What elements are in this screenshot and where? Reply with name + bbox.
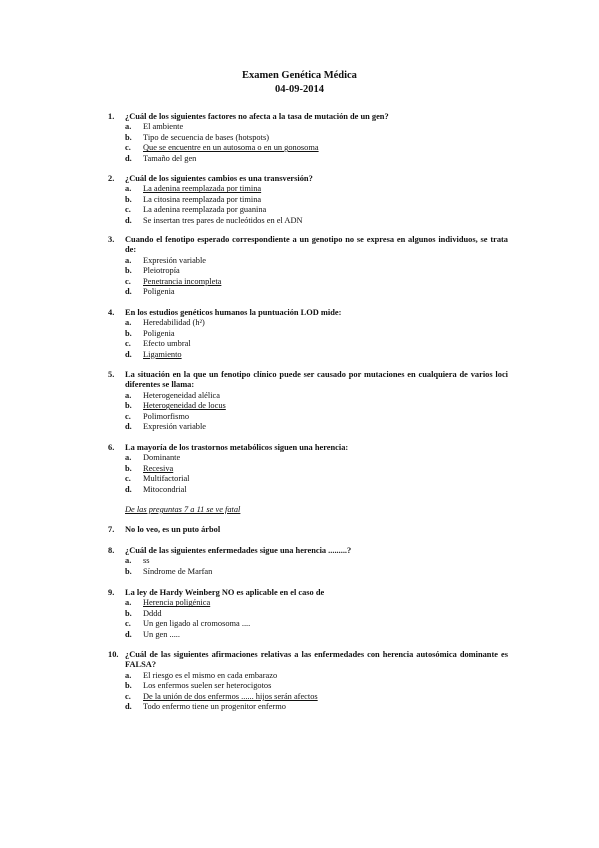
option-text: Los enfermos suelen ser heterocigotos — [143, 681, 272, 691]
answer-option — [125, 205, 508, 215]
answer-option — [125, 609, 508, 619]
option-text: Multifactorial — [143, 474, 190, 484]
option-text-marked-answer: De la unión de dos enfermos ...... hijos serán afectos — [143, 691, 318, 701]
option-letter: c. — [125, 691, 131, 701]
answer-option — [125, 422, 508, 432]
option-letter: b. — [125, 566, 132, 576]
answer-option — [125, 287, 508, 297]
answer-options — [125, 556, 508, 577]
question-stem: En los estudios genéticos humanos la puntuación LOD mide: — [125, 308, 342, 317]
answer-option — [125, 401, 508, 411]
option-letter: c. — [125, 339, 131, 349]
option-text: Poligenia — [143, 286, 175, 296]
option-text-marked-answer: Que se encuentre en un autosoma o en un gonosoma — [143, 143, 319, 153]
option-letter: c. — [125, 143, 131, 153]
option-text-marked-answer: Penetrancia incompleta — [143, 276, 222, 286]
option-text: El ambiente — [143, 122, 184, 132]
question-number: 5. — [108, 370, 115, 379]
option-text: Poligenia — [143, 328, 175, 338]
answer-options — [125, 256, 508, 298]
question-stem: No lo veo, es un puto árbol — [125, 525, 221, 534]
option-letter: d. — [125, 629, 132, 639]
option-letter: d. — [125, 421, 132, 431]
option-text: Dddd — [143, 608, 162, 618]
option-text: El riesgo es el mismo en cada embarazo — [143, 670, 278, 680]
option-letter: a. — [125, 122, 132, 132]
option-text: ss — [143, 556, 150, 566]
answer-option — [125, 154, 508, 164]
option-letter: b. — [125, 401, 132, 411]
option-text-marked-answer: Recesiva — [143, 463, 174, 473]
question-8 — [108, 546, 508, 577]
answer-options — [125, 391, 508, 433]
option-letter: d. — [125, 349, 132, 359]
answer-option — [125, 350, 508, 360]
option-letter: a. — [125, 390, 132, 400]
option-letter: b. — [125, 132, 132, 142]
question-1 — [108, 112, 508, 164]
answer-option — [125, 671, 508, 681]
question-2 — [108, 174, 508, 226]
answer-option — [125, 464, 508, 474]
option-letter: a. — [125, 598, 132, 608]
question-5 — [108, 370, 508, 432]
question-stem: ¿Cuál de los siguientes cambios es una transversión? — [125, 174, 313, 183]
answer-options — [125, 122, 508, 164]
answer-option — [125, 556, 508, 566]
option-text: Un gen ligado al cromosoma .... — [143, 619, 251, 629]
option-letter: d. — [125, 286, 132, 296]
question-7 — [108, 525, 508, 535]
answer-option — [125, 122, 508, 132]
option-text: Expresión variable — [143, 255, 207, 265]
option-letter: c. — [125, 276, 131, 286]
option-letter: b. — [125, 608, 132, 618]
question-number: 1. — [108, 112, 115, 121]
question-stem: ¿Cuál de las siguientes afirmaciones relativas a las enfermedades con herencia autosómica dominante es FALSA? — [125, 650, 508, 670]
answer-options — [125, 184, 508, 226]
question-number: 7. — [108, 525, 115, 534]
option-text: Pleiotropía — [143, 266, 180, 276]
option-letter: d. — [125, 701, 132, 711]
quality-note: De las preguntas 7 a 11 se ve fatal — [125, 505, 241, 514]
answer-option — [125, 266, 508, 276]
option-text: Síndrome de Marfan — [143, 566, 213, 576]
option-letter: a. — [125, 184, 132, 194]
question-stem: La mayoría de los trastornos metabólicos siguen una herencia: — [125, 443, 349, 452]
option-letter: c. — [125, 474, 131, 484]
question-number: 9. — [108, 588, 115, 597]
answer-option — [125, 184, 508, 194]
exam-title: Examen Genética Médica — [242, 70, 357, 81]
answer-options — [125, 318, 508, 360]
option-letter: d. — [125, 215, 132, 225]
answer-options — [125, 671, 508, 713]
option-text: Efecto umbral — [143, 339, 191, 349]
option-letter: c. — [125, 411, 131, 421]
answer-option — [125, 630, 508, 640]
answer-option — [125, 567, 508, 577]
option-letter: b. — [125, 266, 132, 276]
answer-option — [125, 391, 508, 401]
option-text: La citosina reemplazada por timina — [143, 194, 262, 204]
question-stem: Cuando el fenotipo esperado correspondiente a un genotipo no se expresa en algunos individuos, se trata de: — [125, 235, 508, 255]
option-letter: a. — [125, 255, 132, 265]
option-text: Tipo de secuencia de bases (hotspots) — [143, 132, 269, 142]
option-text: Tamaño del gen — [143, 153, 197, 163]
answer-option — [125, 329, 508, 339]
option-letter: a. — [125, 670, 132, 680]
option-text: Un gen ..... — [143, 629, 180, 639]
question-9 — [108, 588, 508, 640]
question-4 — [108, 308, 508, 360]
option-letter: d. — [125, 484, 132, 494]
answer-option — [125, 339, 508, 349]
option-letter: c. — [125, 619, 131, 629]
answer-option — [125, 318, 508, 328]
answer-option — [125, 598, 508, 608]
question-6 — [108, 443, 508, 495]
option-text: Se insertan tres pares de nucleótidos en el ADN — [143, 215, 303, 225]
question-number: 4. — [108, 308, 115, 317]
answer-option — [125, 216, 508, 226]
answer-options — [125, 598, 508, 640]
option-text: Mitocondrial — [143, 484, 187, 494]
question-number: 10. — [108, 650, 119, 659]
answer-options — [125, 453, 508, 495]
option-text-marked-answer: Ligamiento — [143, 349, 182, 359]
answer-option — [125, 143, 508, 153]
answer-option — [125, 133, 508, 143]
question-number: 2. — [108, 174, 115, 183]
option-letter: b. — [125, 194, 132, 204]
question-number: 3. — [108, 235, 115, 244]
option-text: Heterogeneidad alélica — [143, 390, 220, 400]
option-letter: a. — [125, 453, 132, 463]
question-stem: ¿Cuál de las siguientes enfermedades sigue una herencia .........? — [125, 546, 352, 555]
option-letter: c. — [125, 205, 131, 215]
question-stem: La ley de Hardy Weinberg NO es aplicable en el caso de — [125, 588, 325, 597]
question-number: 8. — [108, 546, 115, 555]
question-stem: ¿Cuál de los siguientes factores no afecta a la tasa de mutación de un gen? — [125, 112, 389, 121]
answer-option — [125, 277, 508, 287]
option-text: Polimorfismo — [143, 411, 190, 421]
question-10 — [108, 650, 508, 712]
option-letter: a. — [125, 318, 132, 328]
option-text: Heredabilidad (h²) — [143, 318, 205, 328]
option-text-marked-answer: Herencia poligénica — [143, 598, 211, 608]
answer-option — [125, 453, 508, 463]
option-letter: b. — [125, 328, 132, 338]
answer-option — [125, 702, 508, 712]
question-3 — [108, 235, 508, 297]
option-text: Dominante — [143, 453, 181, 463]
option-text: Todo enfermo tiene un progenitor enfermo — [143, 701, 286, 711]
answer-option — [125, 619, 508, 629]
answer-option — [125, 681, 508, 691]
option-letter: a. — [125, 556, 132, 566]
option-text-marked-answer: La adenina reemplazada por timina — [143, 184, 262, 194]
option-text: Expresión variable — [143, 421, 207, 431]
answer-option — [125, 195, 508, 205]
option-text: La adenina reemplazada por guanina — [143, 205, 267, 215]
exam-date: 04-09-2014 — [275, 84, 324, 95]
answer-option — [125, 412, 508, 422]
option-letter: d. — [125, 153, 132, 163]
option-letter: b. — [125, 463, 132, 473]
option-text-marked-answer: Heterogeneidad de locus — [143, 401, 226, 411]
answer-option — [125, 474, 508, 484]
question-stem: La situación en la que un fenotipo clínico puede ser causado por mutaciones en cualquiera de varios loci diferentes se llama: — [125, 370, 508, 390]
answer-option — [125, 256, 508, 266]
answer-option — [125, 692, 508, 702]
question-number: 6. — [108, 443, 115, 452]
option-letter: b. — [125, 681, 132, 691]
answer-option — [125, 485, 508, 495]
